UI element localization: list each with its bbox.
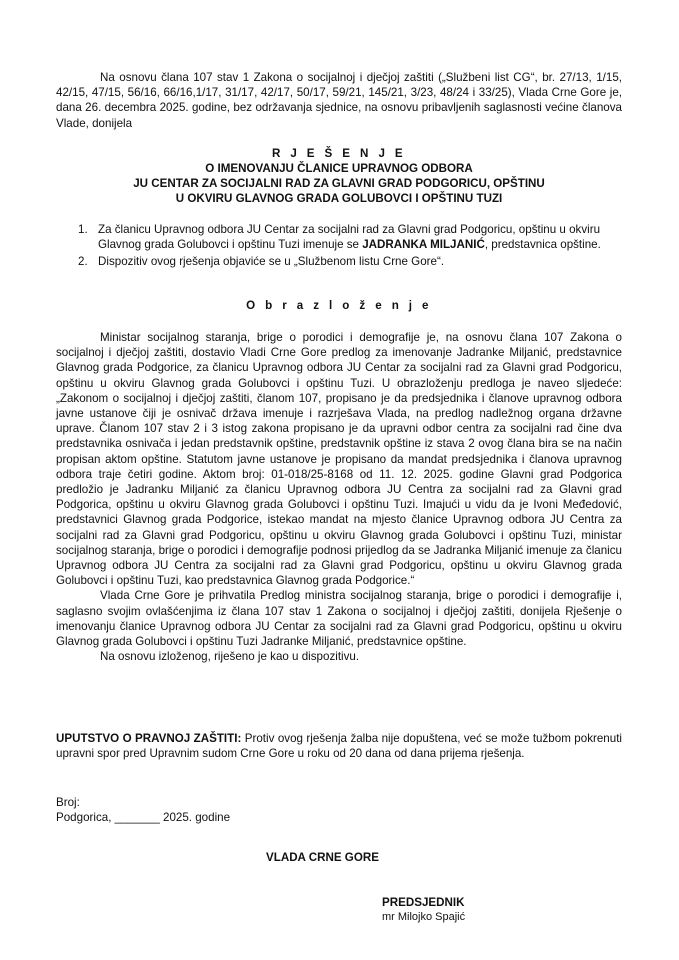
decision-subtitle-2: JU CENTAR ZA SOCIJALNI RAD ZA GLAVNI GRAD PODGORICU, OPŠTINU (133, 177, 545, 190)
appointee-name: JADRANKA MILJANIĆ (362, 238, 485, 252)
intro-paragraph: Na osnovu člana 107 stav 1 Zakona o socijalnoj i dječjoj zaštiti („Službeni list CG“, br. 27/13, 1/15, 42/15, 47/15, 56/16, 66/16,1/17, 31/17, 42/17, 50/17, 59/21, 145/21, 3/23, 48/24 i 33/25), Vlada Crne Gore je, dana 26. decembra 2025. godine, bez održavanja sjednice, na osnovu pribavljenih saglasnosti većine članova Vlade, donijela (56, 71, 622, 130)
legal-remedy-label: UPUTSTVO O PRAVNOJ ZAŠTITI: (56, 732, 242, 745)
decision-item-1 (56, 222, 622, 252)
item-number: 1. (78, 223, 88, 236)
decision-items (56, 222, 622, 272)
item-number: 2. (78, 255, 88, 269)
decision-subtitle-3: U OKVIRU GLAVNOG GRADA GOLUBOVCI I OPŠTINU TUZI (175, 192, 503, 205)
legal-remedy-text: Protiv ovog rješenja žalba nije dopuštena, već se može tužbom pokrenuti upravni spor pred Upravnim sudom Crne Gore u roku od 20 dana od dana prijema rješenja. (56, 732, 622, 761)
item-text-end: , predstavnica opštine. (484, 238, 601, 252)
reasoning-heading: O b r a z l o ž e n j e (246, 299, 432, 312)
decision-heading: R J E Š E N J E (271, 147, 407, 160)
reasoning-paragraph-1: Ministar socijalnog staranja, brige o porodici i demografije je, na osnovu člana 107 Zakona o socijalnoj i dječjoj zaštiti, dostavio Vladi Crne Gore predlog za imenovanje Jadranke Miljanić, predstavnice Glavnog grada Podgorice, za članicu Upravnog odbora JU Centar za socijalni rad za Glavni grad Podgoricu, opštinu u okviru Glavnog grada Golubovci i opštinu Tuzi. U obrazloženju predloga je naveo sljedeće: „Zakonom o socijalnoj i dječjoj zaštiti, članom 107, propisano je da predsjednika i članove upravnog odbora javne ustanove čiji je osnivač država imenuje i razrješava Vlada, na predlog nadležnog organa državne uprave. Članom 107 stav 2 i 3 istog zakona propisano je da upravni odbor centra za socijalni rad čine dva predstavnika osnivača i jedan predstavnik opštine, predstavnik opštine iz stava 2 ovog člana bira se na način propisan aktom opštine. Statutom javne ustanove je propisano da mandat predsjednika i članova upravnog odbora traje četiri godine. Aktom broj: 01-018/25-8168 od 11. 12. 2025. godine Glavni grad Podgorica predložio je Jadranku Miljanić za članicu Upravnog odbora JU Centra za socijalni rad za Glavni grad Podgorica, opštinu u okviru Glavnog grada Golubovci i opštinu Tuzi. Imajući u vidu da je Ivoni Međedović, predstavnici Glavnog grada Podgorice, istekao mandat na mjesto članice Upravnog odbora JU Centra za socijalni rad za Glavni grad Podgoricu, opštinu u okviru Glavnog grada Golubovci i opštinu Tuzi, ministar socijalnog staranja, brige o porodici i demografije podnosi prijedlog da se Jadranka Miljanić imenuje za članicu Upravnog odbora JU Centra za socijalni rad za Glavni grad Podgoricu, opštinu u okviru Glavnog grada Golubovci i opštinu Tuzi, kao predstavnica Glavnog grada Podgorice.“ (56, 331, 622, 588)
signatory-name: mr Milojko Spajić (382, 911, 466, 923)
reasoning-paragraph-3: Na osnovu izloženog, riješeno je kao u dispozitivu. (100, 650, 360, 664)
reasoning-body (56, 330, 622, 664)
item-text: Dispozitiv ovog rješenja objaviće se u „Službenom listu Crne Gore“. (98, 255, 445, 269)
signatory-title: PREDSJEDNIK (382, 896, 465, 909)
document-number: Broj: (56, 796, 80, 809)
decision-item-2 (56, 254, 622, 269)
item-text: Za članicu Upravnog odbora JU Centar za socijalni rad za Glavni grad Podgoricu, opštinu u okviru Glavnog grada Golubovci i opštinu Tuzi imenuje se (98, 223, 601, 252)
place-and-date: Podgorica, _______ 2025. godine (56, 811, 231, 824)
decision-subtitle-1: O IMENOVANJU ČLANICE UPRAVNOG ODBORA (205, 162, 473, 175)
issuing-authority: VLADA CRNE GORE (266, 851, 379, 864)
legal-remedy (56, 731, 622, 761)
reasoning-paragraph-2: Vlada Crne Gore je prihvatila Predlog ministra socijalnog staranja, brige o porodici i demografije i, saglasno svojim ovlašćenjima iz člana 107 stav 1 Zakona o socijalnoj i dječjoj zaštiti, donijela Rješenje o imenovanju članice Upravnog odbora JU Centar za socijalni rad za Glavni grad Podgoricu, opštinu u okviru Glavnog grada Golubovci i opštinu Tuzi Jadranke Miljanić, predstavnice opštine. (56, 589, 622, 649)
